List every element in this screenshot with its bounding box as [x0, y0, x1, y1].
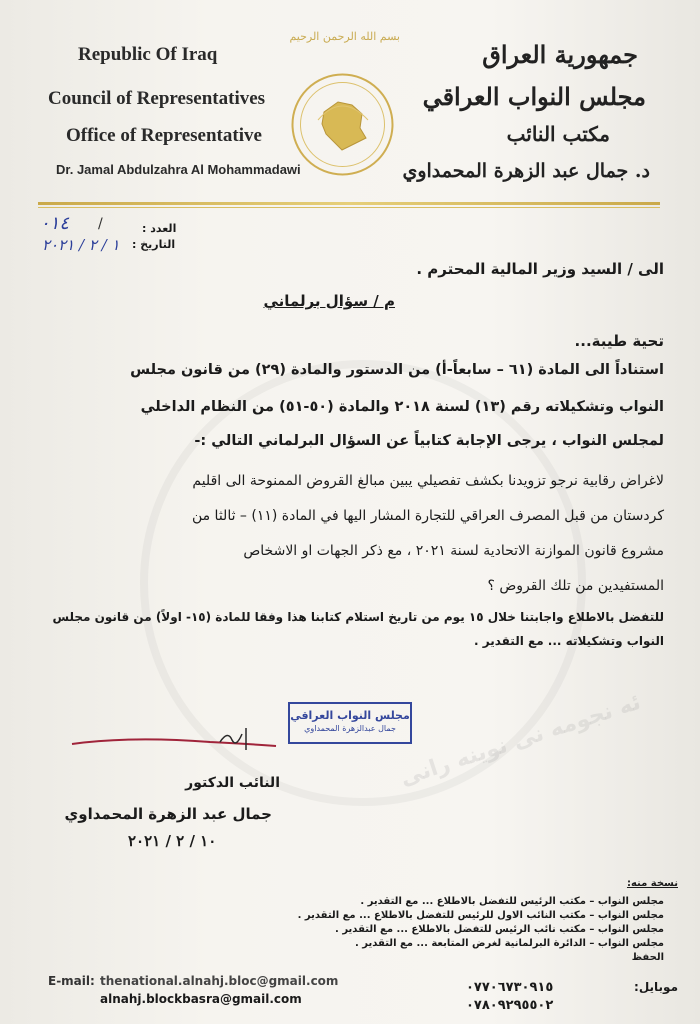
email-label: E-mail:: [48, 974, 95, 988]
header-en-line3: Office of Representative: [66, 125, 262, 146]
stamp-line2: جمال عبدالزهرة المحمداوي: [304, 724, 396, 733]
number-value: ٠١٤: [40, 213, 70, 234]
mobile-label: موبايل:: [634, 980, 678, 994]
header-ar-line3: مكتب النائب: [506, 122, 610, 146]
greeting: تحية طيبة...: [574, 332, 664, 350]
header-ar-line4: د. جمال عبد الزهرة المحمداوي: [402, 160, 650, 182]
recipient: الى / السيد وزير المالية المحترم .: [416, 260, 664, 278]
header-divider: [38, 202, 660, 205]
header-en-line2: Council of Representatives: [48, 88, 266, 109]
para2-line3: مشروع قانون الموازنة الاتحادية لسنة ٢٠٢١ ، مع ذكر الجهات او الاشخاص: [243, 543, 664, 559]
copy-item: مجلس النواب – مكتب الرئيس للتفضل بالاطلاع ... مع التقدير .: [360, 896, 664, 907]
header-en-line1: Republic Of Iraq: [78, 44, 218, 65]
header-en-line4: Dr. Jamal Abdulzahra Al Mohammadawi: [56, 162, 301, 177]
date-label: التاريخ :: [132, 238, 176, 251]
copy-item: الحفظ: [631, 952, 664, 963]
para2-line4: المستفيدين من تلك القروض ؟: [487, 578, 664, 594]
header-divider-thin: [38, 207, 660, 208]
copy-item: مجلس النواب – مكتب نائب الرئيس للتفضل بالاطلاع ... مع التقدير .: [335, 924, 664, 935]
signature-mark: [70, 722, 280, 762]
number-label: العدد :: [142, 222, 177, 235]
header-ar-line1: جمهورية العراق: [482, 40, 638, 69]
copy-item: مجلس النواب – مكتب النائب الاول للرئيس للتفضل بالاطلاع ... مع التقدير .: [297, 910, 664, 921]
phone-primary: ٠٧٧٠٦٧٣٠٩١٥: [466, 980, 554, 995]
para1-line3: لمجلس النواب ، يرجى الإجابة كتابياً عن السؤال البرلماني التالي :-: [194, 433, 664, 449]
para1-line2: النواب وتشكيلاته رقم (١٣) لسنة ٢٠١٨ والمادة (٥٠-٥١) من النظام الداخلي: [140, 399, 664, 415]
header-ar-line2: مجلس النواب العراقي: [422, 82, 646, 111]
email-secondary: alnahj.blockbasra@gmail.com: [100, 992, 302, 1006]
office-stamp: [288, 702, 412, 744]
date-value: ١ / ٢ / ٢٠٢١: [42, 236, 120, 254]
signature-name: جمال عبد الزهرة المحمداوي: [64, 805, 272, 823]
stamp-line1: مجلس النواب العراقي: [290, 709, 410, 722]
para1-line1: استناداً الى المادة (٦١ – سابعاً-أ) من الدستور والمادة (٢٩) من قانون مجلس: [130, 362, 664, 378]
iraq-seal: [290, 72, 395, 177]
para3-line2: النواب وتشكيلاته ... مع التقدير .: [474, 634, 664, 648]
para2-line2: كردستان من قبل المصرف العراقي للتجارة المشار اليها في المادة (١١) – ثالثا من: [191, 508, 664, 524]
phone-secondary: ٠٧٨٠٩٢٩٥٥٠٢: [466, 998, 554, 1013]
signature-date: ١٠ / ٢ / ٢٠٢١: [128, 832, 217, 850]
copy-item: مجلس النواب – الدائرة البرلمانية لغرض المتابعة ... مع التقدير .: [355, 938, 664, 949]
subject: م / سؤال برلماني: [263, 292, 395, 310]
copies-label: نسخة منه:: [626, 878, 678, 889]
watermark-text: ئه نجومه نى نوينه رانى: [397, 689, 644, 792]
para3-line1: للتفضل بالاطلاع واجابتنا خلال ١٥ يوم من تاريخ استلام كتابنا هذا وفقا للمادة (١٥- اولاً) من قانون مجلس: [52, 610, 664, 624]
signature-title: النائب الدكتور: [185, 775, 280, 791]
number-slash: /: [98, 216, 103, 232]
email-primary: thenational.alnahj.bloc@gmail.com: [100, 974, 339, 988]
para2-line1: لاغراض رقابية نرجو تزويدنا بكشف تفصيلي يبين مبالغ القروض الممنوحة الى اقليم: [192, 473, 664, 489]
basmala: بسم الله الرحمن الرحيم: [289, 30, 400, 43]
